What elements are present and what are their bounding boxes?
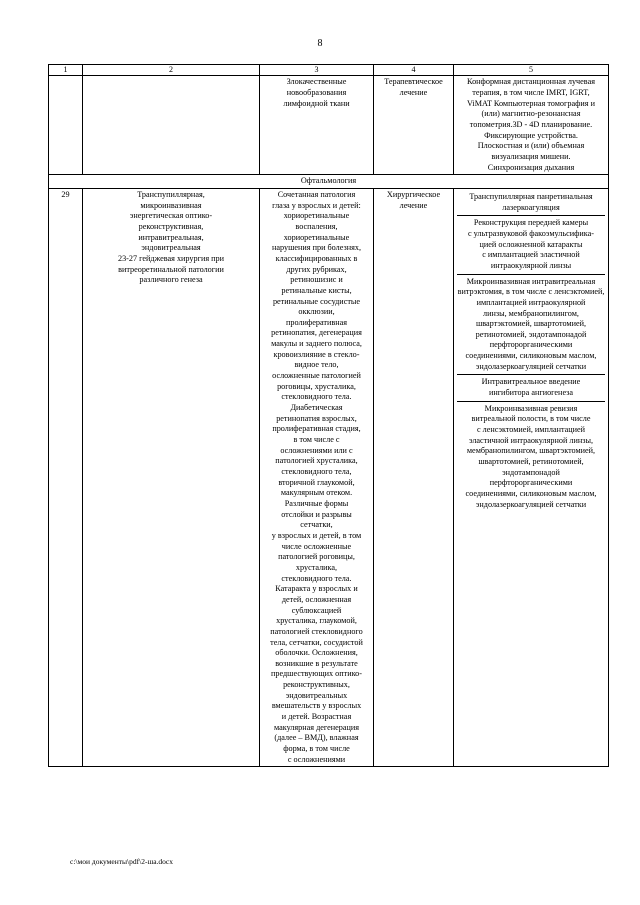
text-line: предшествующих оптико- [271,669,362,679]
text-line: вмешательств у взрослых [271,701,362,711]
text-line: ViMAT Компьютерная томография и [467,98,595,108]
text-line: эндолазеркоагуляцией сетчатки [475,361,587,371]
text-line: ретинальные кисты, [281,285,352,295]
text-line: ретинальные сосудистые [272,296,361,306]
text-line: ингибитора ангиогенеза [488,388,574,398]
text-line: микроинвазивная [140,200,202,210]
procedures-table [48,64,609,767]
text-line: эластичной интраокулярной линзы, [468,435,594,445]
file-path-footer: c:\мои документы\pdf\2-ша.docx [70,857,174,866]
text-line: Конформная дистанционная лучевая [467,77,595,87]
text-line: новообразования [286,88,347,98]
section-row [49,175,609,189]
method-entry [457,275,605,376]
text-line: лечение [399,200,428,210]
row-29 [49,188,609,766]
text-line: витреальной полости, в том числе [471,414,591,424]
text-line: перфторорганическими [489,478,573,488]
text-line: витреоретинальной патологии [118,264,224,274]
text-line: вторичной глаукомой, [278,477,355,487]
text-line: окклюзии, [298,307,335,317]
text-line: форма, в том числе [283,744,350,754]
diagnosis-cell [260,76,374,175]
column-number: 4 [374,65,454,76]
text-line: и детей. Возрастная [281,712,352,722]
text-line: пролиферативная [286,317,347,327]
text-line: тела, сетчатки, сосудистой [270,637,363,647]
section-title: Офтальмология [49,175,609,189]
text-line: сублюксацией [291,605,342,615]
text-line: стекловидного тела. [281,392,352,402]
procedure-name-cell [83,188,260,766]
text-line: воспаления, [295,221,338,231]
text-line: эндолазеркоагуляцией сетчатки [475,499,587,509]
text-line: Злокачественные [286,77,347,87]
treatment-type-cell [374,76,454,175]
text-line: с ленсэктомией, имплантацией [476,425,586,435]
text-line: терапия, в том числе IMRT, IGRT, [472,88,590,98]
text-line: Хирургическое [386,189,441,199]
text-line: Различные формы [284,498,349,508]
text-line: хориоретинальные [283,211,350,221]
text-line: швартэктомией, швартотомией, [475,319,587,329]
text-line: видное тело, [294,360,339,370]
text-line: с ультразвуковой факоэмульсифика- [467,228,594,238]
text-line: (или) магнитно-резонансная [481,109,581,119]
text-line: витрэктомия, в том числе с ленсэктомией, [457,287,605,297]
text-line: Интравитреальное введение [481,377,581,387]
text-line: энергетическая оптико- [129,211,213,221]
cell-empty [83,76,260,175]
text-line: Катаракта у взрослых и [275,584,358,594]
column-number: 3 [260,65,374,76]
text-line: патологией хрусталика, [275,456,358,466]
text-line: с имплантацией эластичной [482,250,580,260]
text-line: ретинопатия, дегенерация [271,328,362,338]
text-line: Диабетическая [290,403,343,413]
text-line: макулярным отеком. [280,488,353,498]
text-line: реконструктивных, [283,680,350,690]
text-line: лазеркоагуляция [502,202,560,212]
text-line: имплантацией интраокулярной [476,297,586,307]
text-line: Терапевтическое [384,77,443,87]
text-line: кровоизлияние в стекло- [273,349,360,359]
page-number: 8 [317,38,323,49]
method-entry [457,402,605,513]
method-entry [457,190,605,216]
text-line: Синхронизация дыхания [487,162,575,172]
text-line: патологией стекловидного [270,626,363,636]
text-line: осложненные патологией [272,371,361,381]
text-line: числе осложненные [281,541,352,551]
text-line: соединениями, силиконовым маслом, [465,489,597,499]
diagnosis-cell [260,188,374,766]
text-line: патологией роговицы, [278,552,355,562]
text-line: стекловидного тела, [281,467,352,477]
text-line: в том числе с [293,435,340,445]
row-number: 29 [49,188,83,766]
column-number: 2 [83,65,260,76]
method-cell [454,188,609,766]
continuation-row [49,76,609,175]
text-line: эндотампонадой [502,467,560,477]
text-line: стекловидного тела. [281,573,352,583]
column-numbers-row [49,65,609,76]
column-number: 1 [49,65,83,76]
text-line: различного генеза [139,275,203,285]
text-line: макулы и заднего полюса, [271,339,362,349]
text-line: хориоретинальные [283,232,350,242]
text-line: макулярная дегенерация [273,722,360,732]
text-line: сетчатки, [300,520,333,530]
text-line: визуализация мишени. [491,151,571,161]
method-entry [457,216,605,274]
text-line: 23-27 гейджевая хирургия при [117,253,225,263]
text-line: пролиферативная стадия, [272,424,361,434]
text-line: ретиношизис и [290,275,343,285]
text-line: оболочки. Осложнения, [275,648,358,658]
text-line: с осложнениями [287,754,346,764]
text-line: Сочетанная патология [277,189,356,199]
treatment-type-cell [374,188,454,766]
text-line: Микроинвазивная интравитреальная [466,276,596,286]
text-line: других рубриках, [286,264,347,274]
text-line: соединениями, силиконовым маслом, [465,351,597,361]
text-line: Транспупиллярная панретинальная [469,191,593,201]
text-line: швартотомией, ретинотомией, [478,457,584,467]
text-line: (далее – ВМД), влажная [274,733,359,743]
text-line: эндовитреальная [141,243,201,253]
cell-empty [49,76,83,175]
text-line: у взрослых и детей, в том [271,530,362,540]
text-line: классифицированных в [275,253,358,263]
text-line: эндовитреальных [285,690,348,700]
text-line: Транспупиллярная, [137,189,205,199]
text-line: Микроинвазивная ревизия [484,403,578,413]
text-line: нарушения при болезнях, [271,243,361,253]
text-line: топометрия.3D - 4D планирование. [469,120,593,130]
method-entry [457,375,605,401]
text-line: Реконструкция передней камеры [473,218,589,228]
text-line: Плоскостная и (или) объемная [477,141,585,151]
text-line: глаза у взрослых и детей: [272,200,361,210]
text-line: детей, осложненная [281,594,352,604]
text-line: линзы, мембранопилингом, [483,308,579,318]
text-line: лечение [399,88,428,98]
text-line: ретинотомией, эндотампонадой [475,329,587,339]
text-line: возникшие в результате [275,658,358,668]
column-number: 5 [454,65,609,76]
text-line: Фиксирующие устройства. [484,130,578,140]
text-line: ретинопатия взрослых, [276,413,357,423]
text-line: цией осложненной катаракты [479,239,583,249]
method-cell [454,76,609,175]
text-line: реконструктивная, [138,221,204,231]
text-line: хрусталика, [295,562,338,572]
text-line: осложнениями или с [280,445,353,455]
text-line: роговицы, хрусталика, [277,381,356,391]
text-line: отслойки и разрывы [281,509,352,519]
text-line: лимфоидной ткани [283,98,350,108]
text-line: интраокулярной линзы [490,260,572,270]
text-line: интравитреальная, [138,232,204,242]
text-line: перфторорганическими [489,340,573,350]
text-line: мембранопилингом, швартэктомией, [466,446,596,456]
text-line: хрусталика, глаукомой, [276,616,357,626]
